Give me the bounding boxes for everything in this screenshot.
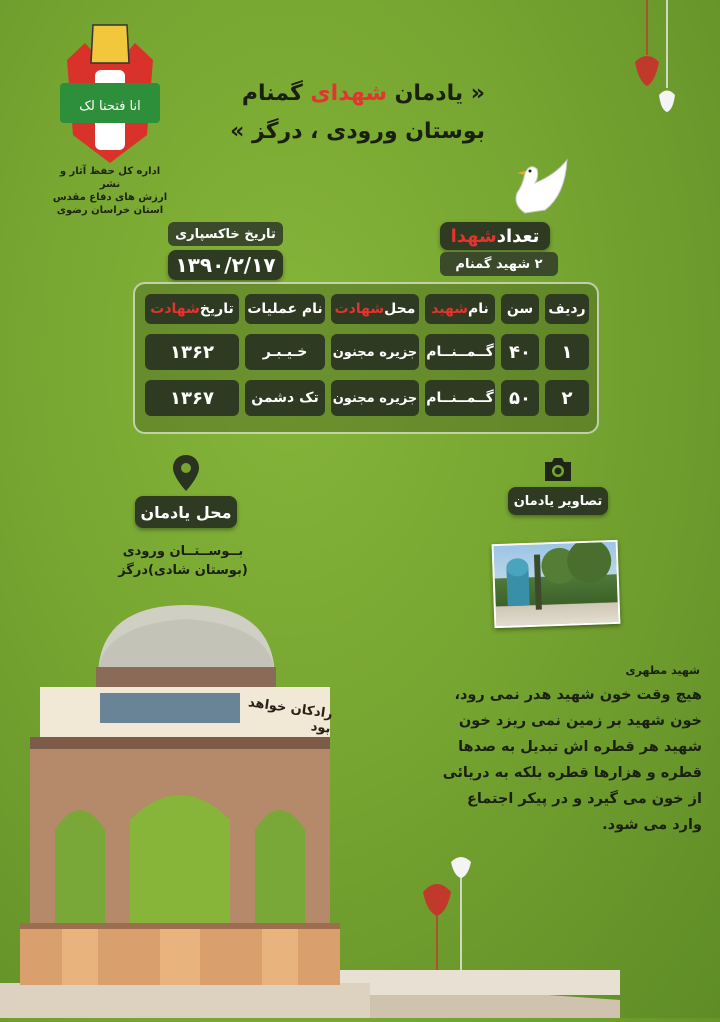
logo-caption [50,165,170,217]
header-date [145,294,239,324]
map-pin-icon [172,455,200,491]
table-row-1-operation: خـیـبـر [245,334,325,370]
header-place [331,294,419,324]
table-row-2-date: ۱۳۶۷ [145,380,239,416]
tulip-fist-emblem-icon [55,15,165,165]
hanging-flowers-decoration [625,0,685,120]
header-name-highlight: شهید [431,301,469,317]
header-age: سن [501,294,539,324]
location-line1: بــوســتــان ورودی [122,544,244,559]
burial-date-label: تاریخ خاکسپاری [168,222,283,246]
martyr-count-value: ۲ شهید گمنام [440,252,558,276]
header-row-number: ردیف [545,294,589,324]
header-operation: نام عملیات [245,294,325,324]
page-title [225,75,485,151]
location-label: محل یادمان [135,496,237,528]
martyr-count-highlight: شهدا [450,225,497,247]
monument-illustration [0,605,620,1018]
camera-icon [542,455,574,483]
title-line2: بوستان ورودی ، درگز » [230,119,485,144]
header-name-prefix: نام [468,301,489,317]
quote-text: هیچ وقت خون شهید هدر نمی رود، خون شهید بر زمین نمی ریزد خون شهید هر قطره اش تبدیل به صدها قطره و هزارها قطره بلکه به دریائی از خون می گیرد و در پیکر اجتماع وارد می شود. [442,687,702,833]
logo-caption-line3: استان خراسان رضوی [56,205,164,216]
octagonal-tomb-icon [0,605,620,1018]
monument-inscription: رادکان خواهد بود [247,695,334,737]
table-row-1-date: ۱۳۶۲ [145,334,239,370]
header-name [425,294,495,324]
table-row-1-age: ۴۰ [501,334,539,370]
photos-label: تصاویر یادمان [508,487,608,515]
table-row-2-place: جزیره مجنون [331,380,419,416]
table-row-1-number: ۱ [545,334,589,370]
svg-text:انا فتحنا لک: انا فتحنا لک [79,99,141,114]
header-place-prefix: محل [384,301,416,317]
organization-logo [55,15,165,165]
dove-icon [505,155,575,230]
location-line2: (بوستان شادی)درگز [118,563,248,578]
title-suffix: گمنام [241,81,311,106]
martyrs-table [133,282,599,434]
martyr-count-prefix: تعداد [496,225,540,247]
table-row-2-name: گــمــنــام [425,380,495,416]
logo-caption-line1: اداره کل حفظ آثار و نشر [59,166,161,190]
table-row-2-age: ۵۰ [501,380,539,416]
location-address [108,542,258,580]
table-row-2-number: ۲ [545,380,589,416]
title-line1 [225,75,485,113]
table-row-1-name: گــمــنــام [425,334,495,370]
title-highlight: شهدای [310,81,387,106]
title-prefix: « یادمان [386,81,485,106]
header-place-highlight: شهادت [334,301,385,317]
logo-caption-line2: ارزش های دفاع مقدس [52,192,168,203]
table-row-1-place: جزیره مجنون [331,334,419,370]
header-date-highlight: شهادت [150,301,200,317]
quote-author: شهید مطهری [625,664,700,677]
burial-date-value: ۱۳۹۰/۲/۱۷ [168,250,283,280]
martyr-count-label [440,222,550,250]
header-date-prefix: تاریخ [199,301,234,317]
table-row-2-operation: تک دشمن [245,380,325,416]
tulip-ornament-icon [625,0,685,120]
